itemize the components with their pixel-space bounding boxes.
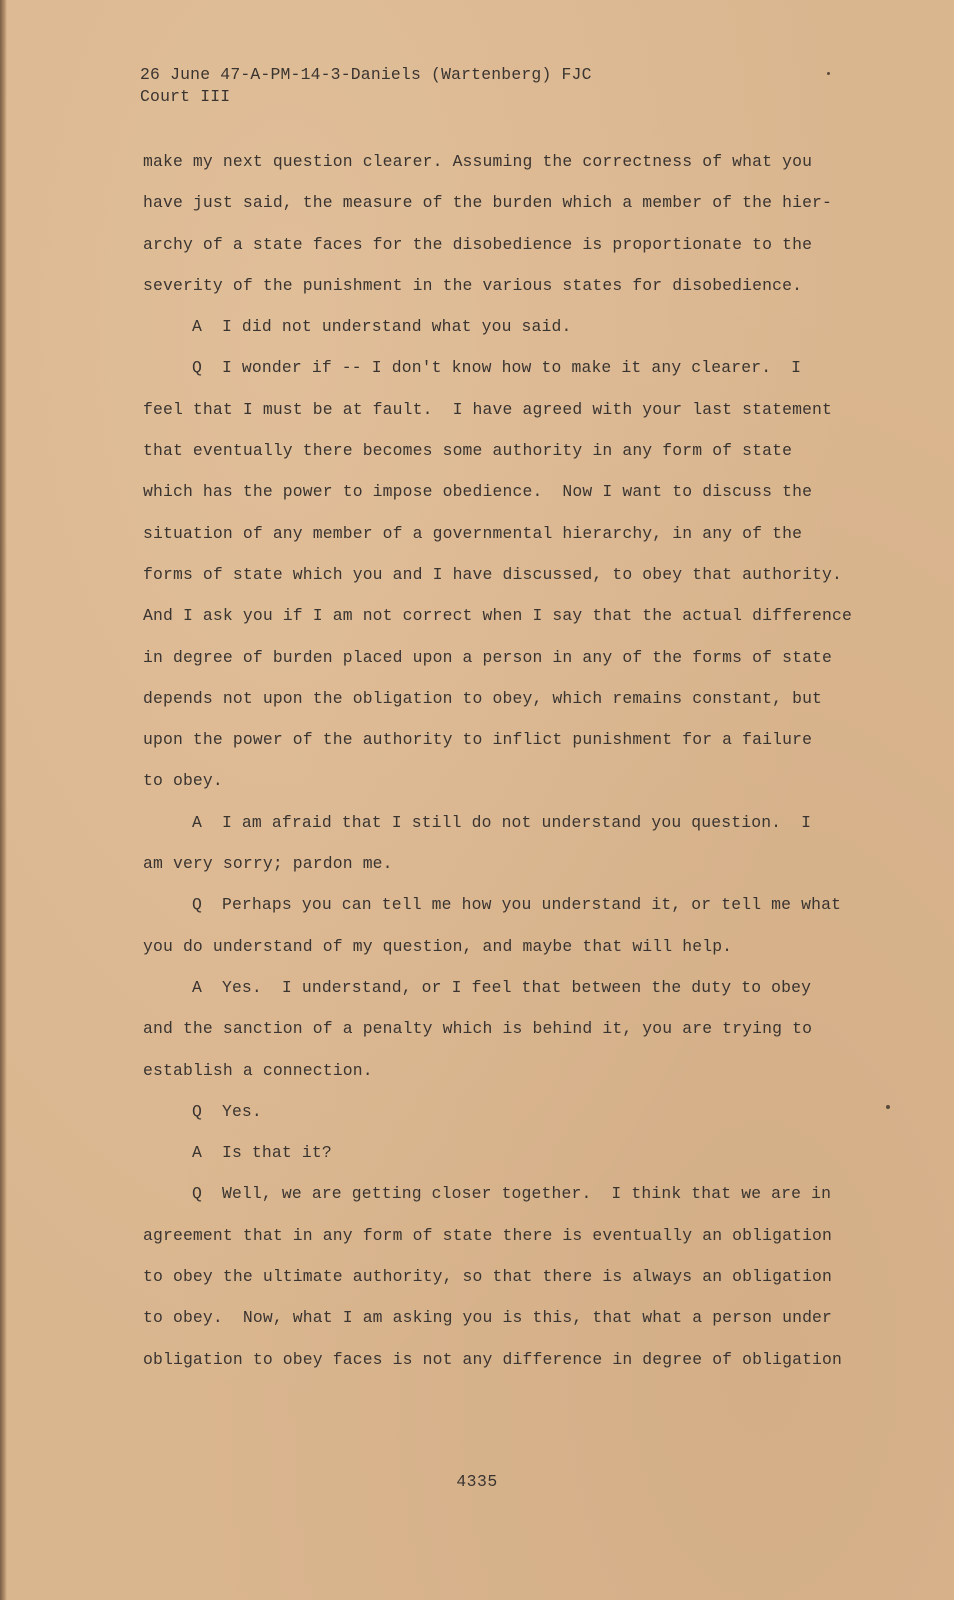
transcript-line: have just said, the measure of the burden which a member of the hier-: [143, 193, 833, 213]
transcript-line: which has the power to impose obedience. Now I want to discuss the: [143, 482, 813, 502]
transcript-line: Q I wonder if -- I don't know how to make it any clearer. I: [192, 358, 802, 378]
transcript-line: and the sanction of a penalty which is behind it, you are trying to: [143, 1019, 813, 1039]
transcript-line: make my next question clearer. Assuming the correctness of what you: [143, 152, 813, 171]
transcript-line: that eventually there becomes some authority in any form of state: [143, 441, 793, 461]
transcript-line: And I ask you if I am not correct when I say that the actual difference: [143, 606, 853, 626]
transcript-line: Q Perhaps you can tell me how you understand it, or tell me what: [192, 895, 842, 915]
transcript-line: feel that I must be at fault. I have agreed with your last statement: [143, 399, 833, 419]
transcript-line: forms of state which you and I have discussed, to obey that authority.: [143, 564, 843, 584]
page-edge-shadow: [0, 0, 7, 1600]
transcript-line: Q Yes.: [192, 1101, 262, 1121]
transcript-line: archy of a state faces for the disobedience is proportionate to the: [143, 234, 813, 254]
transcript-line: depends not upon the obligation to obey, which remains constant, but: [143, 688, 823, 708]
ink-speck: [827, 72, 830, 75]
transcript-line: A Is that it?: [192, 1143, 332, 1163]
transcript-line: A I am afraid that I still do not understand you question. I: [192, 812, 812, 832]
transcript-body: [143, 146, 883, 1385]
transcript-line: A Yes. I understand, or I feel that between the duty to obey: [192, 977, 812, 997]
header-session-line: 26 June 47-A-PM-14-3-Daniels (Wartenberg) FJC: [140, 65, 592, 84]
page-number: 4335: [456, 1472, 498, 1491]
transcript-line: to obey. Now, what I am asking you is this, that what a person under: [143, 1308, 833, 1328]
transcript-line: am very sorry; pardon me.: [143, 854, 393, 874]
transcript-line: you do understand of my question, and maybe that will help.: [143, 936, 733, 956]
transcript-line: A I did not understand what you said.: [192, 317, 572, 337]
transcript-line: to obey the ultimate authority, so that there is always an obligation: [143, 1267, 833, 1287]
transcript-line: severity of the punishment in the various states for disobedience.: [143, 275, 803, 295]
transcript-line: situation of any member of a governmental hierarchy, in any of the: [143, 523, 803, 543]
transcript-line: upon the power of the authority to inflict punishment for a failure: [143, 730, 813, 750]
ink-speck: [886, 1105, 890, 1109]
transcript-line: establish a connection.: [143, 1060, 373, 1080]
transcript-line: Q Well, we are getting closer together. I think that we are in: [192, 1184, 832, 1204]
transcript-header: [140, 64, 592, 108]
transcript-line: agreement that in any form of state there is eventually an obligation: [143, 1225, 833, 1245]
transcript-line: in degree of burden placed upon a person in any of the forms of state: [143, 647, 833, 667]
transcript-line: obligation to obey faces is not any difference in degree of obligation: [143, 1349, 843, 1369]
header-court-line: Court III: [140, 87, 231, 106]
transcript-line: to obey.: [143, 771, 223, 791]
